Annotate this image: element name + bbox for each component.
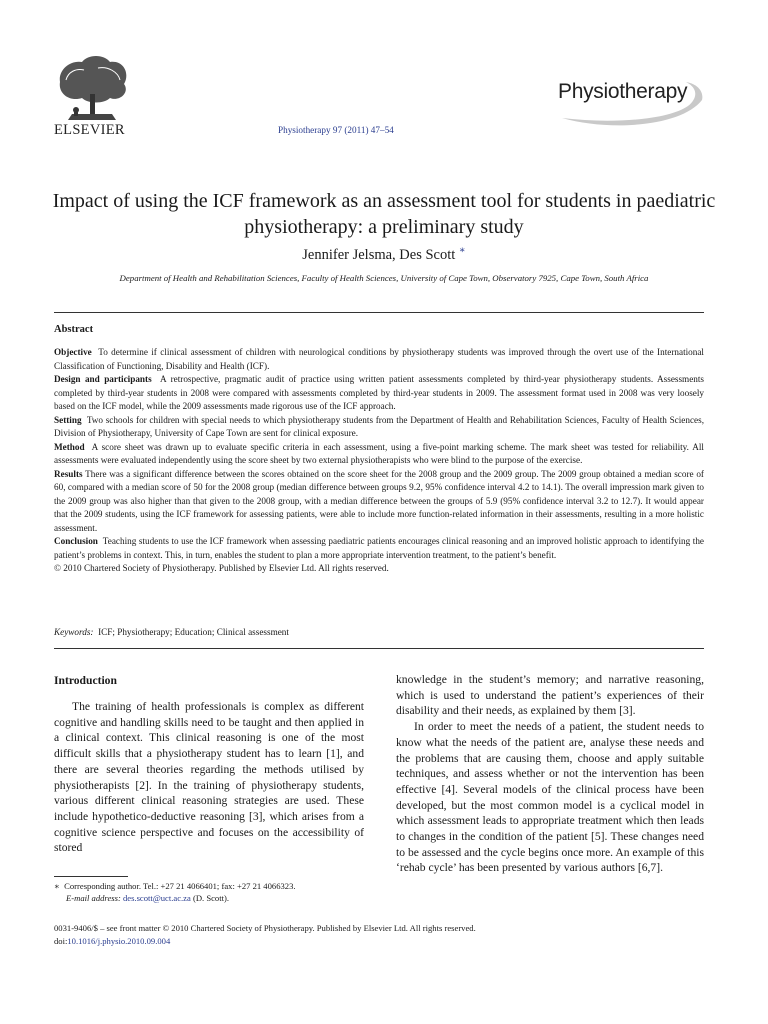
doi-link[interactable]: 10.1016/j.physio.2010.09.004: [67, 936, 171, 946]
section-text: Teaching students to use the ICF framework when assessing paediatric patients encourages clinical reasoning and an improved holistic approach to identifying the patient’s problems in context. This, in turn, enables the student to plan a more appropriate intervention treatment, to the patient’s benefit.: [54, 536, 704, 560]
footnote-mark: ∗: [54, 881, 60, 891]
copyright-line: © 2010 Chartered Society of Physiotherapy. Published by Elsevier Ltd. All rights reserved.: [54, 563, 389, 573]
keywords-label: Keywords:: [54, 627, 94, 637]
divider: [54, 312, 704, 313]
section-text: A score sheet was drawn up to evaluate specific criteria in each assessment, using a five-point marking scheme. The mark sheet was tested for reliability. All assessments were evaluated independently using the score sheet by two external physiotherapists who were blind to the purpose of the exercise.: [54, 441, 704, 465]
section-text: Two schools for children with special needs to which physiotherapy students from the Department of Health and Rehabilitation Sciences, Faculty of Health Sciences, Division of Physiotherapy, University of Cape Town are sent for clinical exposure.: [54, 414, 705, 438]
article-title: Impact of using the ICF framework as an assessment tool for students in paediatric physiotherapy: a preliminary study: [52, 190, 716, 238]
doi-label: doi:: [54, 936, 68, 946]
journal-name: Physiotherapy: [558, 80, 688, 103]
author-line: [40, 245, 728, 264]
publication-info: [54, 922, 476, 948]
abstract-setting: [54, 414, 704, 441]
section-label: Setting: [54, 414, 82, 425]
issn-line: 0031-9406/$ – see front matter © 2010 Chartered Society of Physiotherapy. Published by Elsevier Ltd. All rights reserved.: [54, 923, 476, 933]
section-label: Objective: [54, 347, 92, 357]
email-line: [54, 892, 374, 904]
email-suffix: (D. Scott).: [192, 893, 229, 903]
section-label: Method: [54, 441, 85, 452]
email-label: E-mail address:: [66, 893, 121, 903]
footnote: [54, 880, 374, 904]
section-label: Results: [54, 468, 83, 479]
email-link[interactable]: des.scott@uct.ac.za: [122, 893, 191, 903]
section-text: A retrospective, pragmatic audit of practice using written patient assessments completed by third-year physiotherapy students. Assessments completed by third-year students in 2008 were compared with assessments completed by third-year students in 2009. The assessment format used in 2008 was very loosely based on the ICF model, while the 2009 assessments made rigorous use of the ICF approach.: [54, 374, 704, 411]
abstract-design: [54, 373, 704, 414]
keywords-line: [54, 627, 289, 637]
affiliation: Department of Health and Rehabilitation Sciences, Faculty of Health Sciences, University of Cape Town, Observatory 7925, Cape Town, South Africa: [119, 273, 649, 283]
introduction-heading: Introduction: [54, 674, 117, 687]
contact-info: Corresponding author. Tel.: +27 21 4066401; fax: +27 21 4066323.: [64, 881, 296, 891]
abstract-results: [54, 468, 704, 536]
section-label: Design and participants: [54, 374, 152, 384]
journal-citation-link[interactable]: Physiotherapy 97 (2011) 47–54: [278, 125, 394, 135]
authors: Jennifer Jelsma, Des Scott: [302, 246, 456, 263]
abstract-heading: Abstract: [54, 324, 94, 335]
abstract-objective: [54, 346, 704, 373]
intro-paragraph: The training of health professionals is complex as different cognitive and handling skills need to be taught and then applied in a clinical context. This clinical reasoning is one of the most difficult skills that a physiotherapy student has to learn [1], and there are several theories regarding the methods utilised by physiotherapists [2]. In the training of physiotherapy students, various different clinical reasoning strategies are used. These include hypothetico-deductive reasoning [3], which arises from a cognitive science perspective and focuses on the accessibility of stored: [54, 700, 364, 855]
section-label: Conclusion: [54, 536, 98, 546]
left-column: [54, 699, 364, 856]
keywords-text: ICF; Physiotherapy; Education; Clinical assessment: [98, 627, 289, 637]
footnote-divider: [54, 876, 128, 877]
abstract-body: [54, 346, 704, 576]
abstract-conclusion: [54, 535, 704, 562]
corresponding-author-mark[interactable]: ∗: [458, 245, 466, 256]
corresponding-author-note: [54, 880, 374, 892]
right-column: [396, 672, 704, 876]
abstract-method: [54, 441, 704, 468]
body-paragraph: In order to meet the needs of a patient, the student needs to know what the needs of the patient are, analyse these needs and the problems that are causing them, choose and apply suitable techniques, and assess whether or not the intervention has been effective [4]. Several models of the clinical process have been developed, but the most common model is a cyclical model in which assessment leads to appropriate treatment which then leads to changes in the condition of the patient [5]. These changes need to be assessed and the cycle begins once more. An example of this ‘rehab cycle’ has been presented by various authors [6,7].: [396, 720, 704, 875]
publisher-name: ELSEVIER: [54, 122, 125, 138]
section-text: There was a significant difference between the scores obtained on the score sheet for the 2008 group and the 2009 group. The 2009 group obtained a median score of 60, compared with a median score of 50 for the 2008 group (median difference between groups 9.2, 95% confidence interval 4.2 to 14.1). The overall impression mark given to the 2009 group was also higher than that given to the 2008 group, with a median difference between the groups of 5.9 (95% confidence interval 3.2 to 12.7). It would appear that the 2009 students, using the ICF framework for assessing patients, were able to include more function-related information in their assessments, resulting in a more holistic assessment.: [54, 468, 704, 533]
section-text: To determine if clinical assessment of children with neurological conditions by physiotherapy students was improved through the overt use of the International Classification of Functioning, Disability and Health (ICF).: [54, 347, 704, 371]
elsevier-tree-logo-icon: [52, 52, 132, 124]
divider: [54, 648, 704, 649]
doi-line: [54, 935, 476, 948]
body-paragraph: knowledge in the student’s memory; and narrative reasoning, which is used to understand the patient’s experiences of their disability and their needs, as explained by them [3].: [396, 673, 704, 718]
